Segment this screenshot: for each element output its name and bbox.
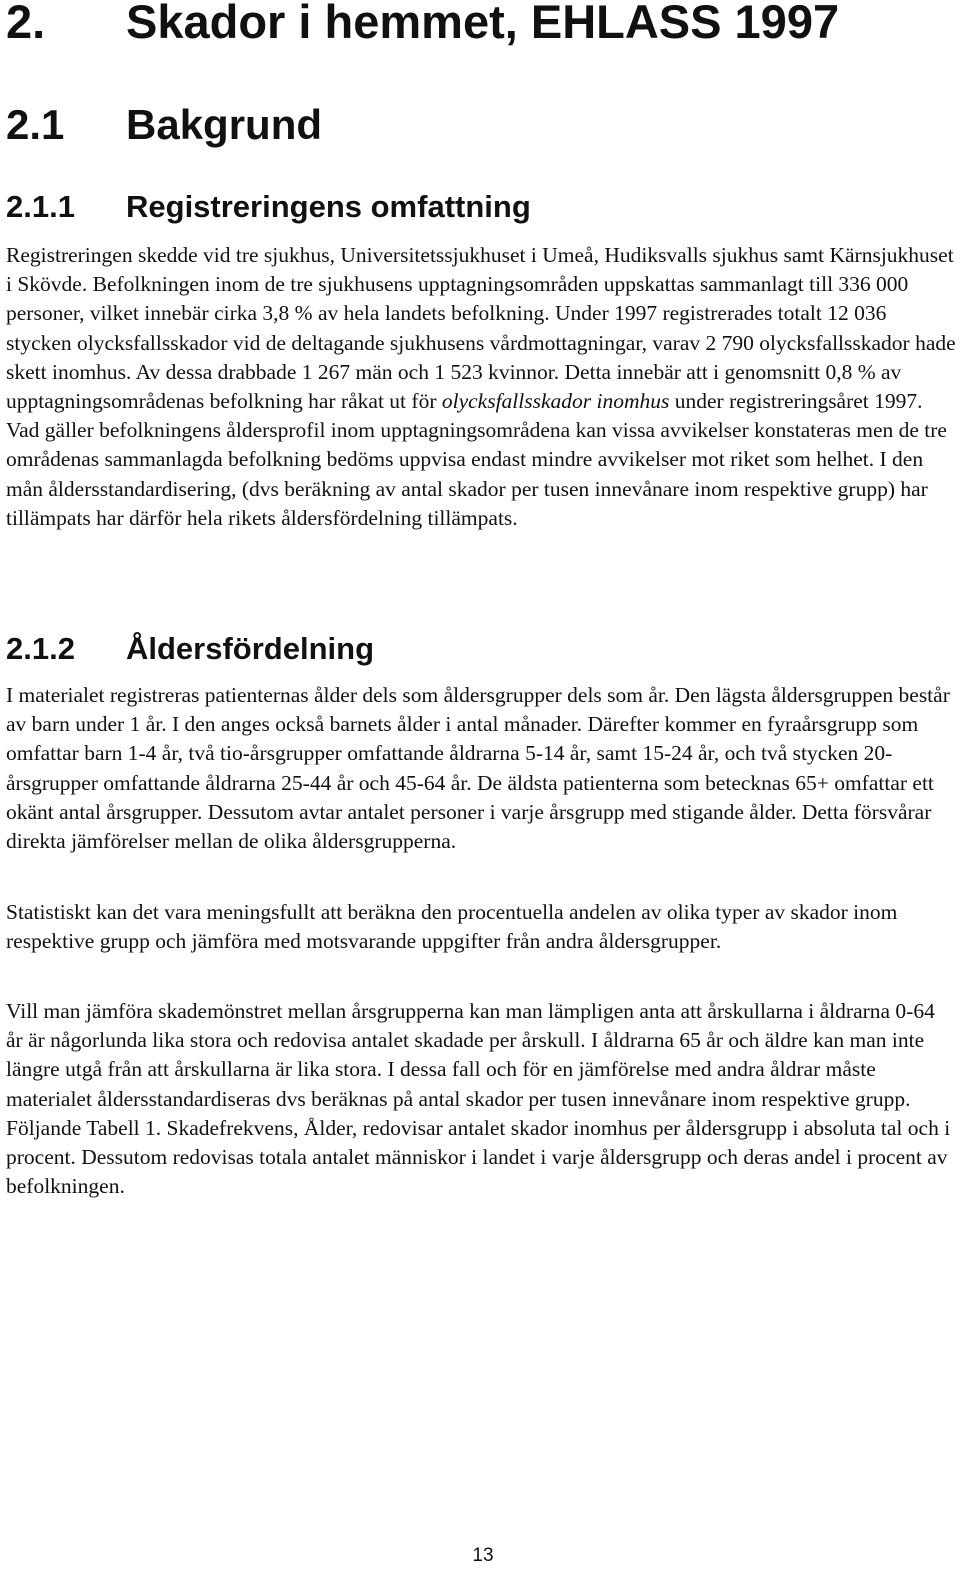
chapter-number: 2. <box>6 0 46 48</box>
subsection-title: Registreringens omfattning <box>126 189 531 224</box>
paragraph-statistik: Statistiskt kan det vara meningsfullt att beräkna den procentuella andelen av olika typer av skador inom respektive grupp och jämföra med motsvarande uppgifter från andra åldersgrupper. <box>6 900 898 954</box>
chapter-title: Skador i hemmet, EHLASS 1997 <box>126 0 840 48</box>
paragraph-text: Registreringen skedde vid tre sjukhus, Universitetssjukhuset i Umeå, Hudiksvalls sjukhus samt Kärnsjukhuset i Skövde. Befolkningen inom de tre sjukhusens upptagningsområden uppskattas sammanlagt till 336 000 personer, vilket innebär cirka 3,8 % av hela landets befolkning. Under 1997 registrerades totalt 12 036 stycken olycksfallsskador vid de deltagande sjukhusens vårdmottagningar, varav 2 790 olycksfallsskador hade skett inomhus. Av dessa drabbade 1 267 män och 1 523 kvinnor. Detta innebär att i genomsnitt 0,8 % av upptagningsområdenas befolkning har råkat ut för <box>6 243 956 414</box>
subsection-number: 2.1.2 <box>6 631 75 666</box>
section-number: 2.1 <box>6 101 65 148</box>
paragraph-registreringens-omfattning <box>6 241 956 533</box>
paragraph-skademonster: Vill man jämföra skademönstret mellan årsgrupperna kan man lämpligen anta att årskullarna i åldrarna 0-64 år är någorlunda lika stora och redovisa antalet skadade per årskull. I åldrarna 65 år och äldre kan man inte längre utgå från att årskullarna är lika stora. I dessa fall och för en jämförelse med andra åldrar måste materialet åldersstandardiseras dvs beräknas på antal skador per tusen innevånare inom respektive grupp. Följande Tabell 1. Skadefrekvens, Ålder, redovisar antalet skador inomhus per åldersgrupp i absoluta tal och i procent. Dessutom redovisas totala antalet människor i landet i varje åldersgrupp och deras andel i procent av befolkningen. <box>6 999 951 1199</box>
subsection-heading-registreringens-omfattning <box>6 186 531 228</box>
section-title: Bakgrund <box>126 101 323 148</box>
paragraph-text: under registreringsåret 1997. Vad gäller befolkningens åldersprofil inom upptagningsområdena kan vissa avvikelser konstateras men de tre områdenas sammanlagda befolkning bedöms uppvisa endast mindre avvikelser mot riket som helhet. I den mån åldersstandardisering, (dvs beräkning av antal skador per tusen innevånare inom respektive grupp) har tillämpats har därför hela rikets åldersfördelning tillämpats. <box>6 389 947 530</box>
page-number: 13 <box>472 1545 494 1566</box>
paragraph-italic-text: olycksfallsskador inomhus <box>441 389 670 414</box>
subsection-number: 2.1.1 <box>6 189 75 224</box>
subsection-title: Åldersfördelning <box>126 631 375 666</box>
subsection-heading-aldersfordelning <box>6 628 374 670</box>
section-heading <box>6 98 322 152</box>
chapter-heading <box>6 0 839 52</box>
paragraph-aldersgrupper: I materialet registreras patienternas ålder dels som åldersgrupper dels som år. Den lägsta åldersgruppen består av barn under 1 år. I den anges också barnets ålder i antal månader. Därefter kommer en fyraårsgrupp som omfattar barn 1-4 år, två tio-årsgrupper omfattande åldrarna 5-14 år, samt 15-24 år, och två stycken 20-årsgrupper omfattande åldrarna 25-44 år och 45-64 år. De äldsta patienterna som betecknas 65+ omfattar ett okänt antal årsgrupper. Dessutom avtar antalet personer i varje årsgrupp med stigande ålder. Detta försvårar direkta jämförelser mellan de olika åldersgrupperna. <box>6 683 950 854</box>
